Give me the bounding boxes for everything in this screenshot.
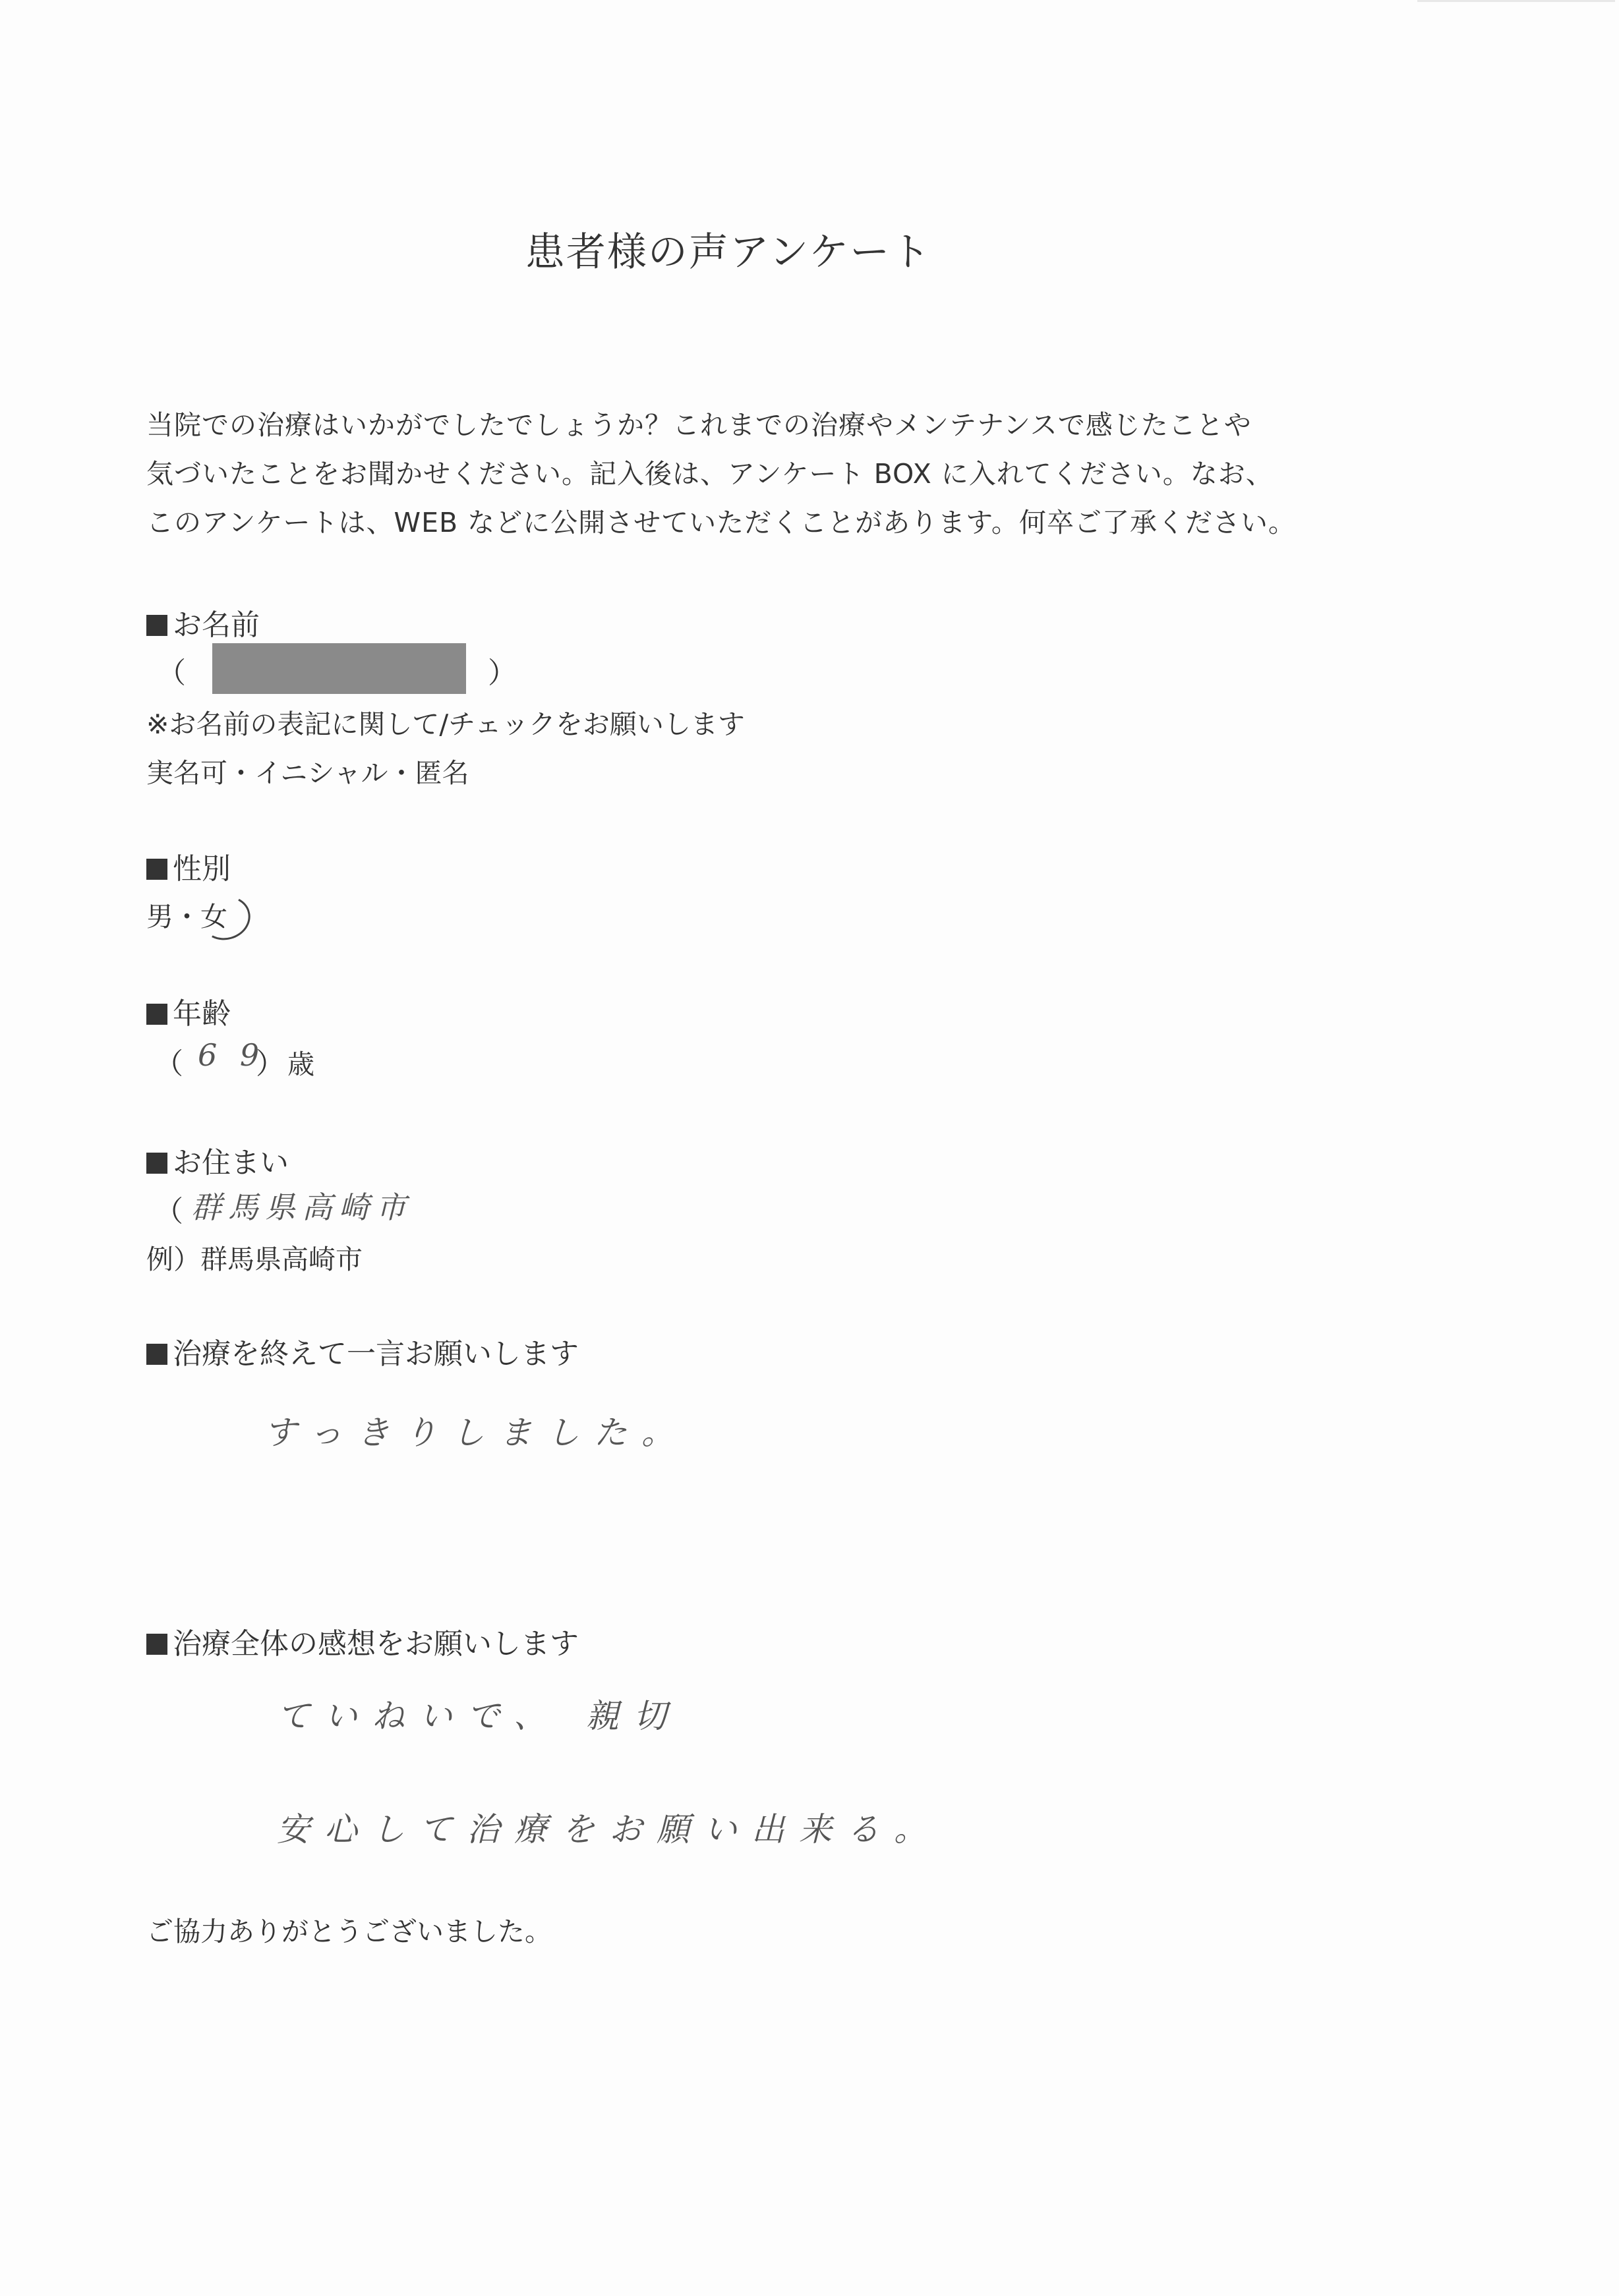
- age-open-paren: （: [154, 1047, 183, 1081]
- name-open-paren: （: [157, 656, 186, 690]
- square-bullet-icon: [146, 615, 167, 636]
- address-example: 例）群馬県高崎市: [146, 1244, 363, 1275]
- comment-answer: すっきりしました。: [264, 1414, 689, 1452]
- name-heading: お名前: [146, 601, 260, 643]
- page-title: 患者様の声アンケート: [525, 229, 932, 275]
- address-open-paren: （: [154, 1195, 183, 1228]
- square-bullet-icon: [146, 1153, 167, 1174]
- address-heading: お住まい: [146, 1139, 289, 1181]
- closing-text: ご協力ありがとうございました。: [146, 1916, 552, 1947]
- intro-line-1: 当院での治療はいかがでしたでしょうか？これまでの治療やメンテナンスで感じたことや: [146, 409, 1252, 441]
- impression-answer-line-1: ていねいで、 親切: [277, 1697, 681, 1735]
- square-bullet-icon: [146, 1344, 167, 1365]
- impression-answer-line-2: 安心して治療をお願い出来る。: [277, 1810, 941, 1849]
- square-bullet-icon: [146, 1004, 167, 1025]
- address-value: 群馬県高崎市: [191, 1190, 413, 1225]
- age-close-paren: ）: [256, 1047, 285, 1081]
- name-options: 実名可・イニシャル・匿名: [146, 757, 469, 789]
- impression-heading: 治療全体の感想をお願いします: [146, 1620, 579, 1662]
- gender-options: 男・女: [146, 901, 227, 933]
- square-bullet-icon: [146, 1634, 167, 1655]
- square-bullet-icon: [146, 859, 167, 880]
- intro-text: [146, 401, 1296, 547]
- scan-edge-line: [1417, 0, 1615, 2]
- comment-heading: 治療を終えて一言お願いします: [146, 1330, 579, 1372]
- gender-heading: 性別: [146, 845, 231, 887]
- age-unit: 歳: [287, 1048, 314, 1080]
- age-value: 6 9: [198, 1037, 266, 1073]
- intro-line-2: 気づいたことをお聞かせください。記入後は、アンケート BOX に入れてください。なお、: [146, 458, 1274, 490]
- age-heading: 年齢: [146, 990, 231, 1032]
- intro-line-3: このアンケートは、WEB などに公開させていただくことがあります。何卒ご了承ください。: [146, 507, 1296, 538]
- name-note: ※お名前の表記に関して/チェックをお願いします: [146, 708, 745, 740]
- name-redaction: [212, 643, 466, 694]
- name-close-paren: ）: [488, 656, 517, 690]
